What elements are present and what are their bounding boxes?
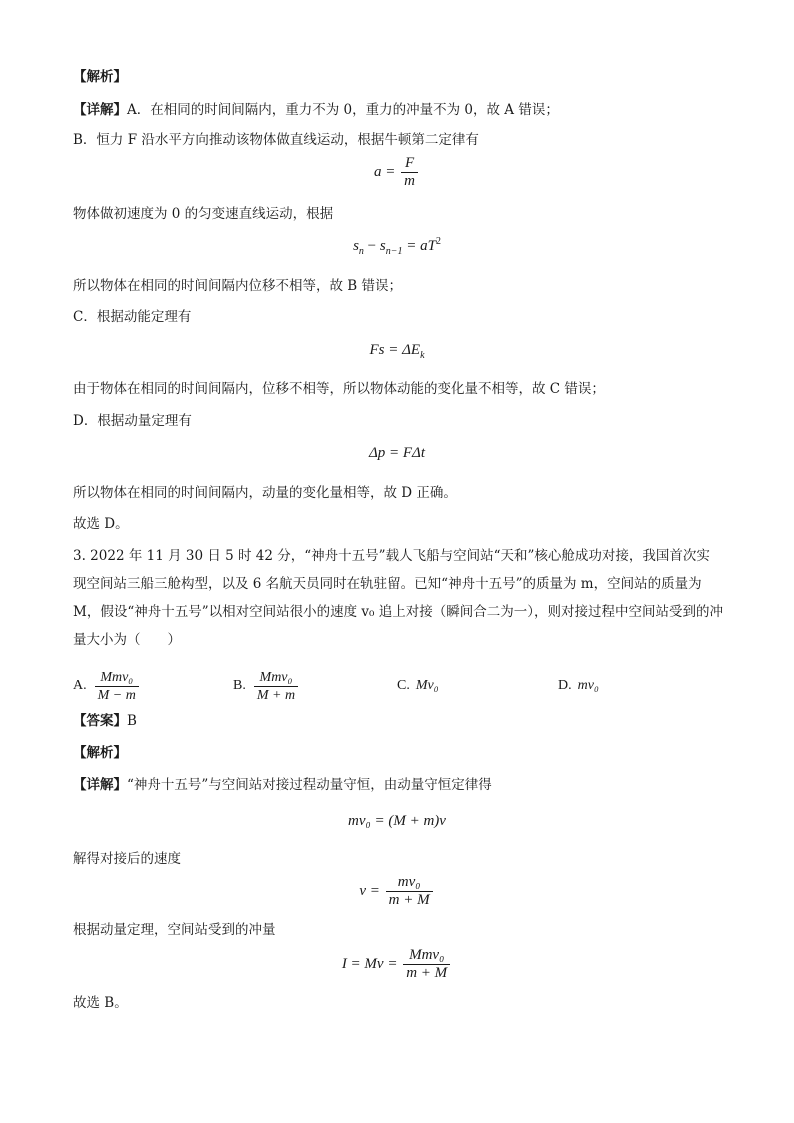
option-label: C.: [397, 678, 410, 693]
analysis-heading: 【解析】: [73, 69, 127, 85]
option-text: mv₀: [577, 678, 599, 693]
fraction-numerator: Mmv₀: [403, 947, 450, 965]
option-label: B.: [233, 678, 246, 693]
detail-tag: 【详解】: [73, 777, 127, 793]
paragraph-choose-b: 故选 B。: [73, 995, 128, 1011]
eq-subscript: k: [420, 350, 425, 361]
fraction-denominator: M − m: [97, 687, 136, 703]
fraction-numerator: Mmv₀: [95, 669, 139, 687]
paragraph-option-d: D．根据动量定理有: [73, 413, 192, 429]
paragraph-uniform-accel: 物体做初速度为 0 的匀变速直线运动，根据: [73, 206, 334, 222]
eq-lhs: Fs = ΔE: [369, 342, 421, 358]
fraction: [403, 947, 450, 982]
paragraph-impulse: 根据动量定理，空间站受到的冲量: [73, 922, 276, 938]
detail-tag: 【详解】: [73, 102, 127, 118]
fraction: [386, 874, 433, 909]
option-c: [397, 666, 439, 706]
option-label: D.: [558, 678, 572, 693]
eq-lhs: v =: [359, 882, 380, 899]
paragraph-momentum-conservation: [73, 776, 492, 794]
equation-velocity: [0, 874, 794, 909]
eq-operator: −: [363, 238, 380, 254]
question-3-stem: 3. 2022 年 11 月 30 日 5 时 42 分，“神舟十五号”载人飞船与空间站“天和”核心舱成功对接，我国首次实现空间站三船三舱构型，以及 6 名航天员同时在轨驻留。已知“神舟十五号”的质量为 m，空间站的质量为 M，假设“神舟十五号”以相对空间站很小的速度 v₀ 追上对接（瞬间合二为一），则对接过程中空间站受到的冲量大小为（ ）: [73, 548, 723, 648]
fraction: [95, 669, 139, 704]
eq-term: s: [379, 238, 386, 254]
eq-superscript: 2: [435, 236, 441, 247]
paragraph-text: “神舟十五号”与空间站对接过程动量守恒，由动量守恒定律得: [127, 777, 492, 793]
paragraph-c-conclusion: 由于物体在相同的时间间隔内，位移不相等，所以物体动能的变化量不相等，故 C 错误；: [73, 381, 605, 397]
fraction-denominator: m + M: [388, 892, 430, 908]
option-b: [233, 666, 300, 706]
equation-impulse: [0, 947, 794, 982]
fraction-denominator: M + m: [256, 687, 296, 703]
answer-line: [73, 712, 137, 730]
option-text: Mv₀: [415, 678, 439, 693]
fraction-numerator: Mmv₀: [254, 669, 298, 687]
paragraph-option-a: [73, 101, 559, 119]
answer-tag: 【答案】: [73, 713, 127, 729]
fraction-denominator: m: [404, 173, 415, 189]
equation-newton-second-law: [0, 155, 794, 190]
fraction-numerator: F: [401, 155, 418, 173]
equation-work-energy: [0, 342, 794, 361]
answer-options: [73, 666, 723, 706]
equation-impulse-momentum: [0, 445, 794, 462]
paragraph-option-b: B．恒力 F 沿水平方向推动该物体做直线运动，根据牛顿第二定律有: [73, 132, 479, 148]
paragraph-text: A．在相同的时间间隔内，重力不为 0，重力的冲量不为 0，故 A 错误；: [127, 102, 559, 118]
eq-text: mv₀ = (M + m)v: [348, 813, 446, 829]
analysis-heading-2: 【解析】: [73, 745, 127, 761]
equation-displacement-difference: [0, 236, 794, 257]
fraction-denominator: m + M: [406, 965, 448, 981]
eq-subscript: n−1: [385, 246, 403, 257]
paragraph-choose-d: 故选 D。: [73, 516, 129, 532]
eq-rhs: = aT: [402, 238, 436, 254]
option-label: A.: [73, 678, 87, 693]
paragraph-d-conclusion: 所以物体在相同的时间间隔内，动量的变化量相等，故 D 正确。: [73, 485, 457, 501]
eq-lhs: a =: [374, 163, 396, 180]
fraction-numerator: mv₀: [386, 874, 433, 892]
eq-subscript: n: [358, 246, 364, 257]
fraction: [254, 669, 298, 704]
eq-text: Δp = FΔt: [368, 445, 426, 461]
paragraph-option-c: C．根据动能定理有: [73, 309, 192, 325]
equation-momentum-conservation: [0, 813, 794, 830]
paragraph-b-conclusion: 所以物体在相同的时间间隔内位移不相等，故 B 错误；: [73, 278, 403, 294]
fraction: [401, 155, 418, 190]
paragraph-solve-velocity: 解得对接后的速度: [73, 851, 181, 867]
option-d: [558, 666, 599, 706]
eq-lhs: I = Mv =: [341, 955, 398, 972]
answer-value: B: [127, 713, 137, 729]
eq-term: s: [353, 238, 359, 254]
option-a: [73, 666, 141, 706]
